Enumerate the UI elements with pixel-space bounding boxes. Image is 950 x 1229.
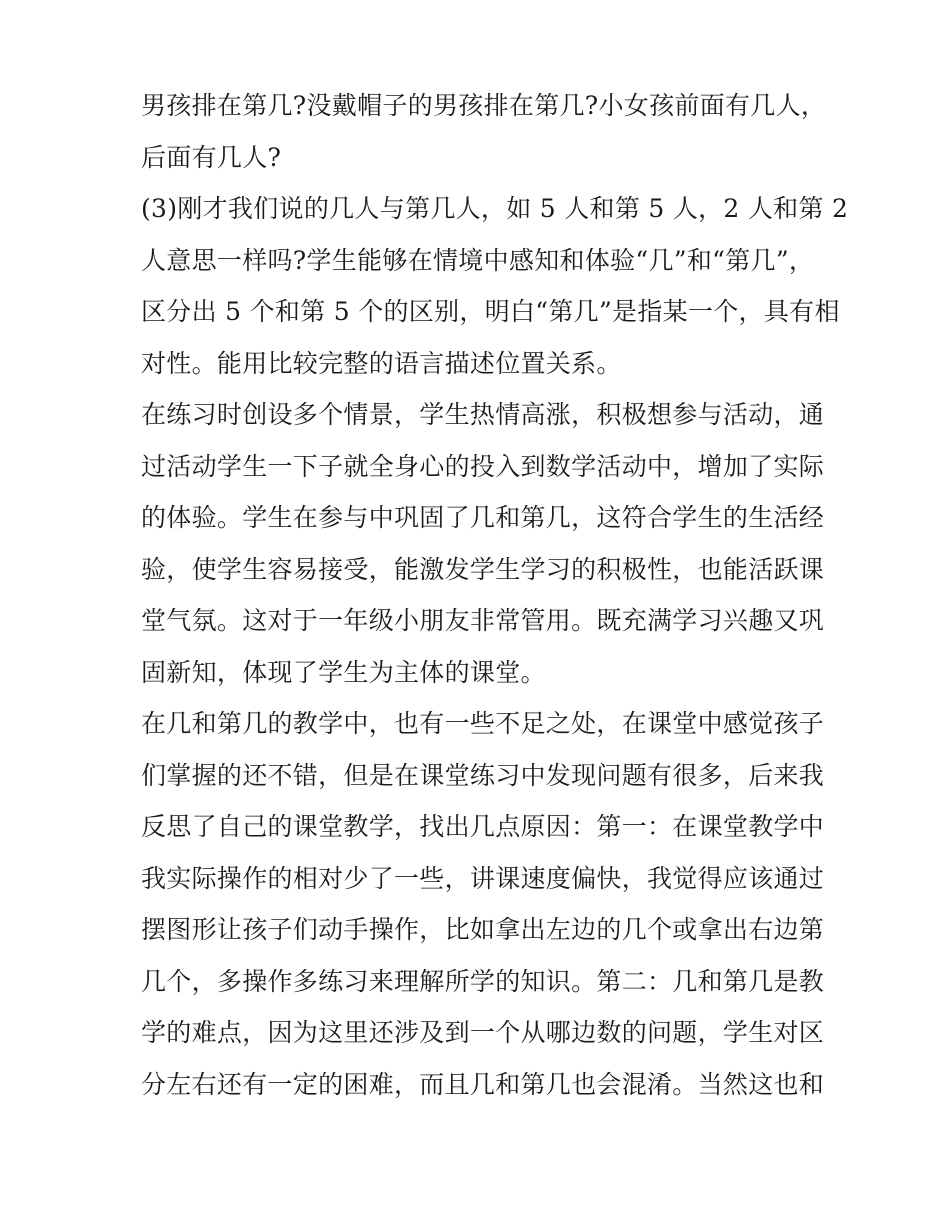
text-line: 在几和第几的教学中，也有一些不足之处，在课堂中感觉孩子	[141, 709, 825, 738]
text-line: 堂气氛。这对于一年级小朋友非常管用。既充满学习兴趣又巩	[141, 606, 825, 635]
text-line: 们掌握的还不错，但是在课堂练习中发现问题有很多，后来我	[141, 760, 825, 790]
text-line: 我实际操作的相对少了一些，讲课速度偏快，我觉得应该通过	[141, 863, 825, 893]
text-line: 验，使学生容易接受，能激发学生学习的积极性，也能活跃课	[141, 554, 825, 584]
text-line: 对性。能用比较完整的语言描述位置关系。	[141, 348, 622, 378]
text-line: 区分出 5 个和第 5 个的区别，明白“第几”是指某一个，具有相	[141, 297, 840, 326]
text-line: 后面有几人?	[141, 142, 282, 172]
text-line: 反思了自己的课堂教学，找出几点原因：第一：在课堂教学中	[141, 812, 825, 841]
text-line: 学的难点，因为这里还涉及到一个从哪边数的问题，学生对区	[141, 1018, 825, 1047]
text-line: 男孩排在第几?没戴帽子的男孩排在第几?小女孩前面有几人，	[141, 91, 827, 120]
text-line: 的体验。学生在参与中巩固了几和第几，这符合学生的生活经	[141, 503, 825, 532]
text-line: 在练习时创设多个情景，学生热情高涨，积极想参与活动，通	[141, 400, 825, 429]
text-line: 过活动学生一下子就全身心的投入到数学活动中，增加了实际	[141, 451, 825, 481]
text-line: 分左右还有一定的困难，而且几和第几也会混淆。当然这也和	[141, 1069, 825, 1099]
text-line: 摆图形让孩子们动手操作，比如拿出左边的几个或拿出右边第	[141, 915, 825, 944]
text-line: 几个，多操作多练习来理解所学的知识。第二：几和第几是教	[141, 966, 825, 996]
text-line: 固新知，体现了学生为主体的课堂。	[141, 657, 546, 687]
document-body	[141, 80, 849, 1110]
text-line: (3)刚才我们说的几人与第几人，如 5 人和第 5 人，2 人和第 2	[141, 194, 849, 223]
text-line: 人意思一样吗?学生能够在情境中感知和体验“几”和“第几”，	[141, 245, 815, 275]
